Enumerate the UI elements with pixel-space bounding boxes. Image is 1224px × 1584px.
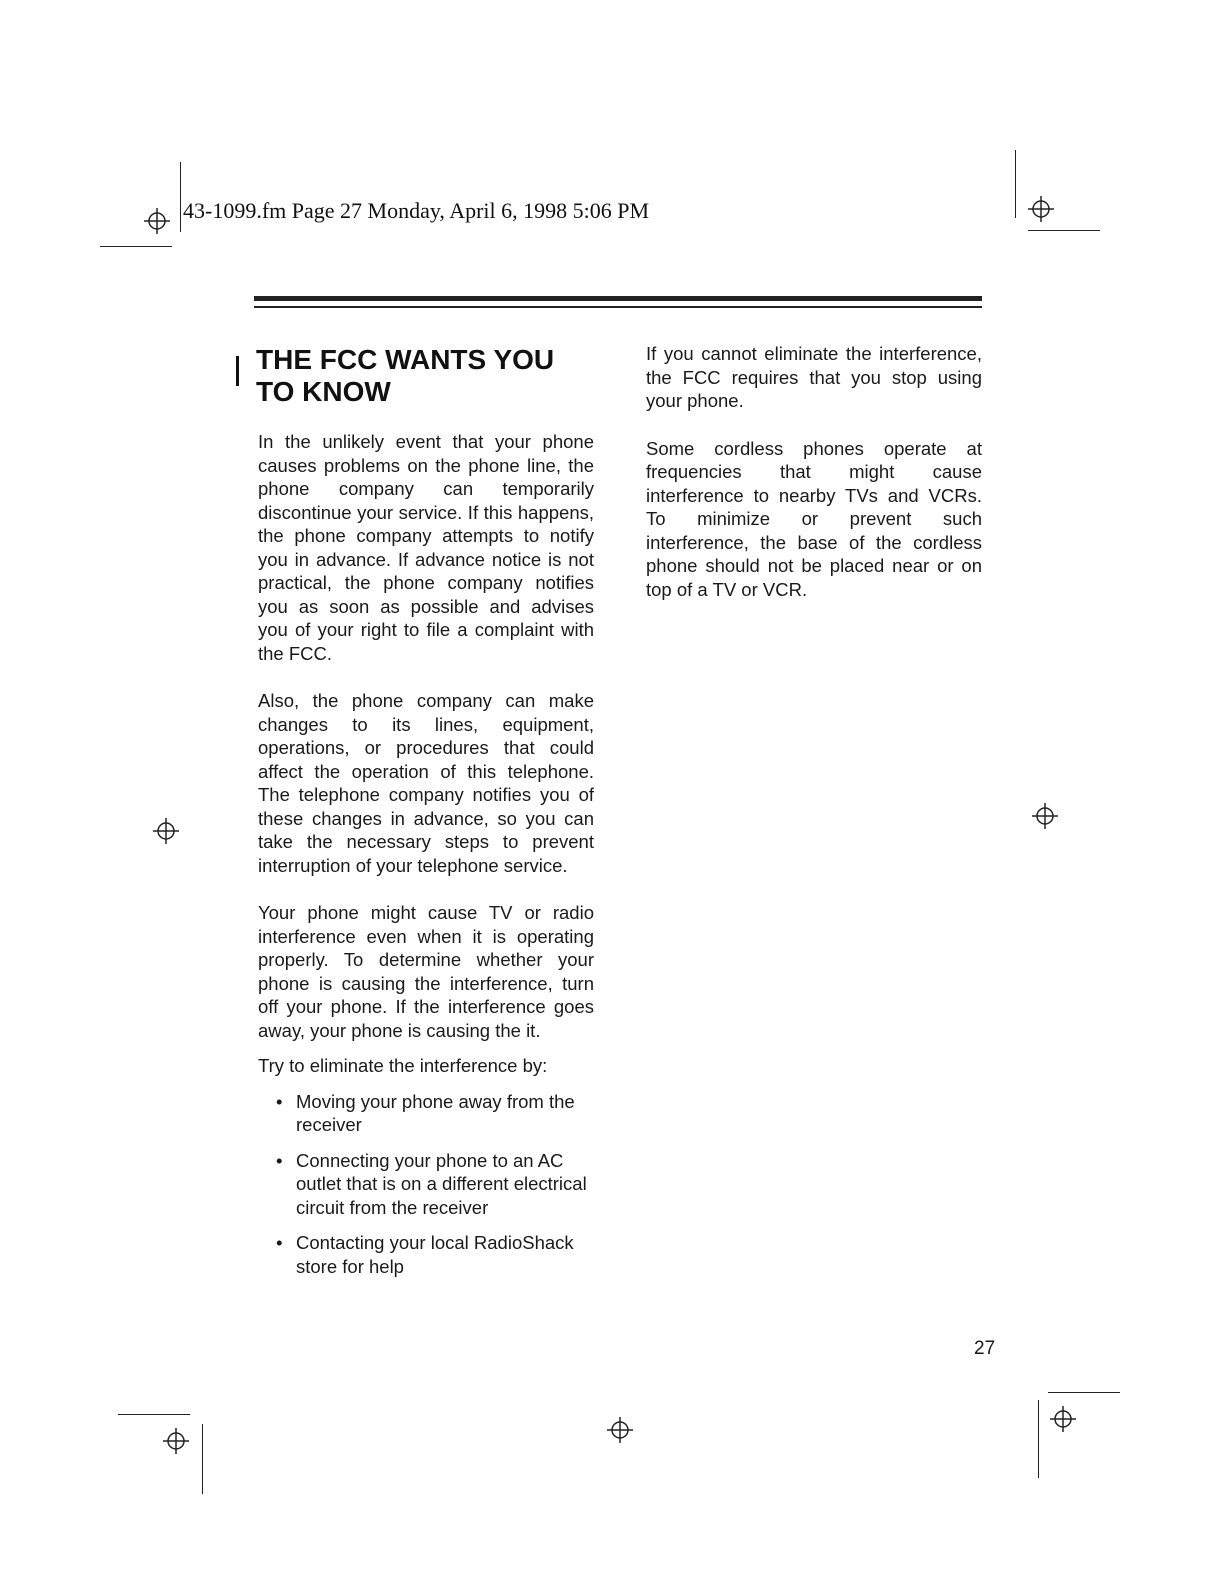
section-title-line: TO KNOW (256, 376, 391, 407)
crop-mark (100, 246, 172, 247)
list-item-text: Connecting your phone to an AC outlet that is on a different electrical circuit from the receiver (296, 1149, 587, 1218)
page-number: 27 (974, 1338, 996, 1359)
file-slug-header: 43-1099.fm Page 27 Monday, April 6, 1998 5:06 PM (183, 198, 650, 223)
paragraph: Your phone might cause TV or radio interference even when it is operating properly. To determine whether your phone is causing the interference, turn off your phone. If the interference goes away, your phone is causing the it. (258, 902, 594, 1041)
change-bar (236, 356, 239, 386)
crop-mark (118, 1414, 190, 1415)
right-column (646, 342, 982, 601)
bullet-list (258, 1090, 594, 1279)
registration-mark-icon (144, 208, 170, 234)
list-item (258, 1090, 594, 1137)
registration-mark-icon (1050, 1406, 1076, 1432)
crop-mark (1038, 1400, 1039, 1478)
list-item-text: Moving your phone away from the receiver (296, 1090, 575, 1135)
registration-mark-icon (1028, 196, 1054, 222)
list-item (258, 1149, 594, 1220)
crop-mark (180, 162, 181, 232)
bullet-icon: • (276, 1232, 283, 1253)
paragraph: If you cannot eliminate the interference, the FCC requires that you stop using your phone. (646, 343, 982, 411)
registration-mark-icon (163, 1428, 189, 1454)
section-rule-thick (254, 296, 982, 301)
left-column (258, 430, 594, 1290)
bullet-icon: • (276, 1090, 283, 1112)
list-item-text: Contacting your local RadioShack store for help (296, 1232, 574, 1277)
section-title-line: THE FCC WANTS YOU (256, 344, 555, 375)
registration-mark-icon (153, 818, 179, 844)
section-title (256, 344, 554, 408)
registration-mark-icon (607, 1417, 633, 1443)
paragraph: Try to eliminate the interference by: (258, 1055, 548, 1076)
registration-mark-icon (1032, 803, 1058, 829)
list-item (258, 1231, 594, 1278)
paragraph: Some cordless phones operate at frequencies that might cause interference to nearby TVs and VCRs. To minimize or prevent such interference, the base of the cordless phone should not be placed near or on top of a TV or VCR. (646, 437, 982, 600)
paragraph: In the unlikely event that your phone causes problems on the phone line, the phone company can temporarily discontinue your service. If this happens, the phone company attempts to notify you in advance. If advance notice is not practical, the phone company notifies you as soon as possible and advises you of your right to file a complaint with the FCC. (258, 431, 594, 664)
crop-mark (1028, 230, 1100, 231)
bullet-icon: • (276, 1149, 283, 1171)
crop-mark (1048, 1392, 1120, 1393)
paragraph: Also, the phone company can make changes to its lines, equipment, operations, or procedures that could affect the operation of this telephone. The telephone company notifies you of these changes in advance, so you can take the necessary steps to prevent interruption of your telephone service. (258, 690, 594, 876)
crop-mark (1015, 150, 1016, 218)
section-rule-thin (254, 306, 982, 308)
crop-mark (202, 1424, 203, 1494)
